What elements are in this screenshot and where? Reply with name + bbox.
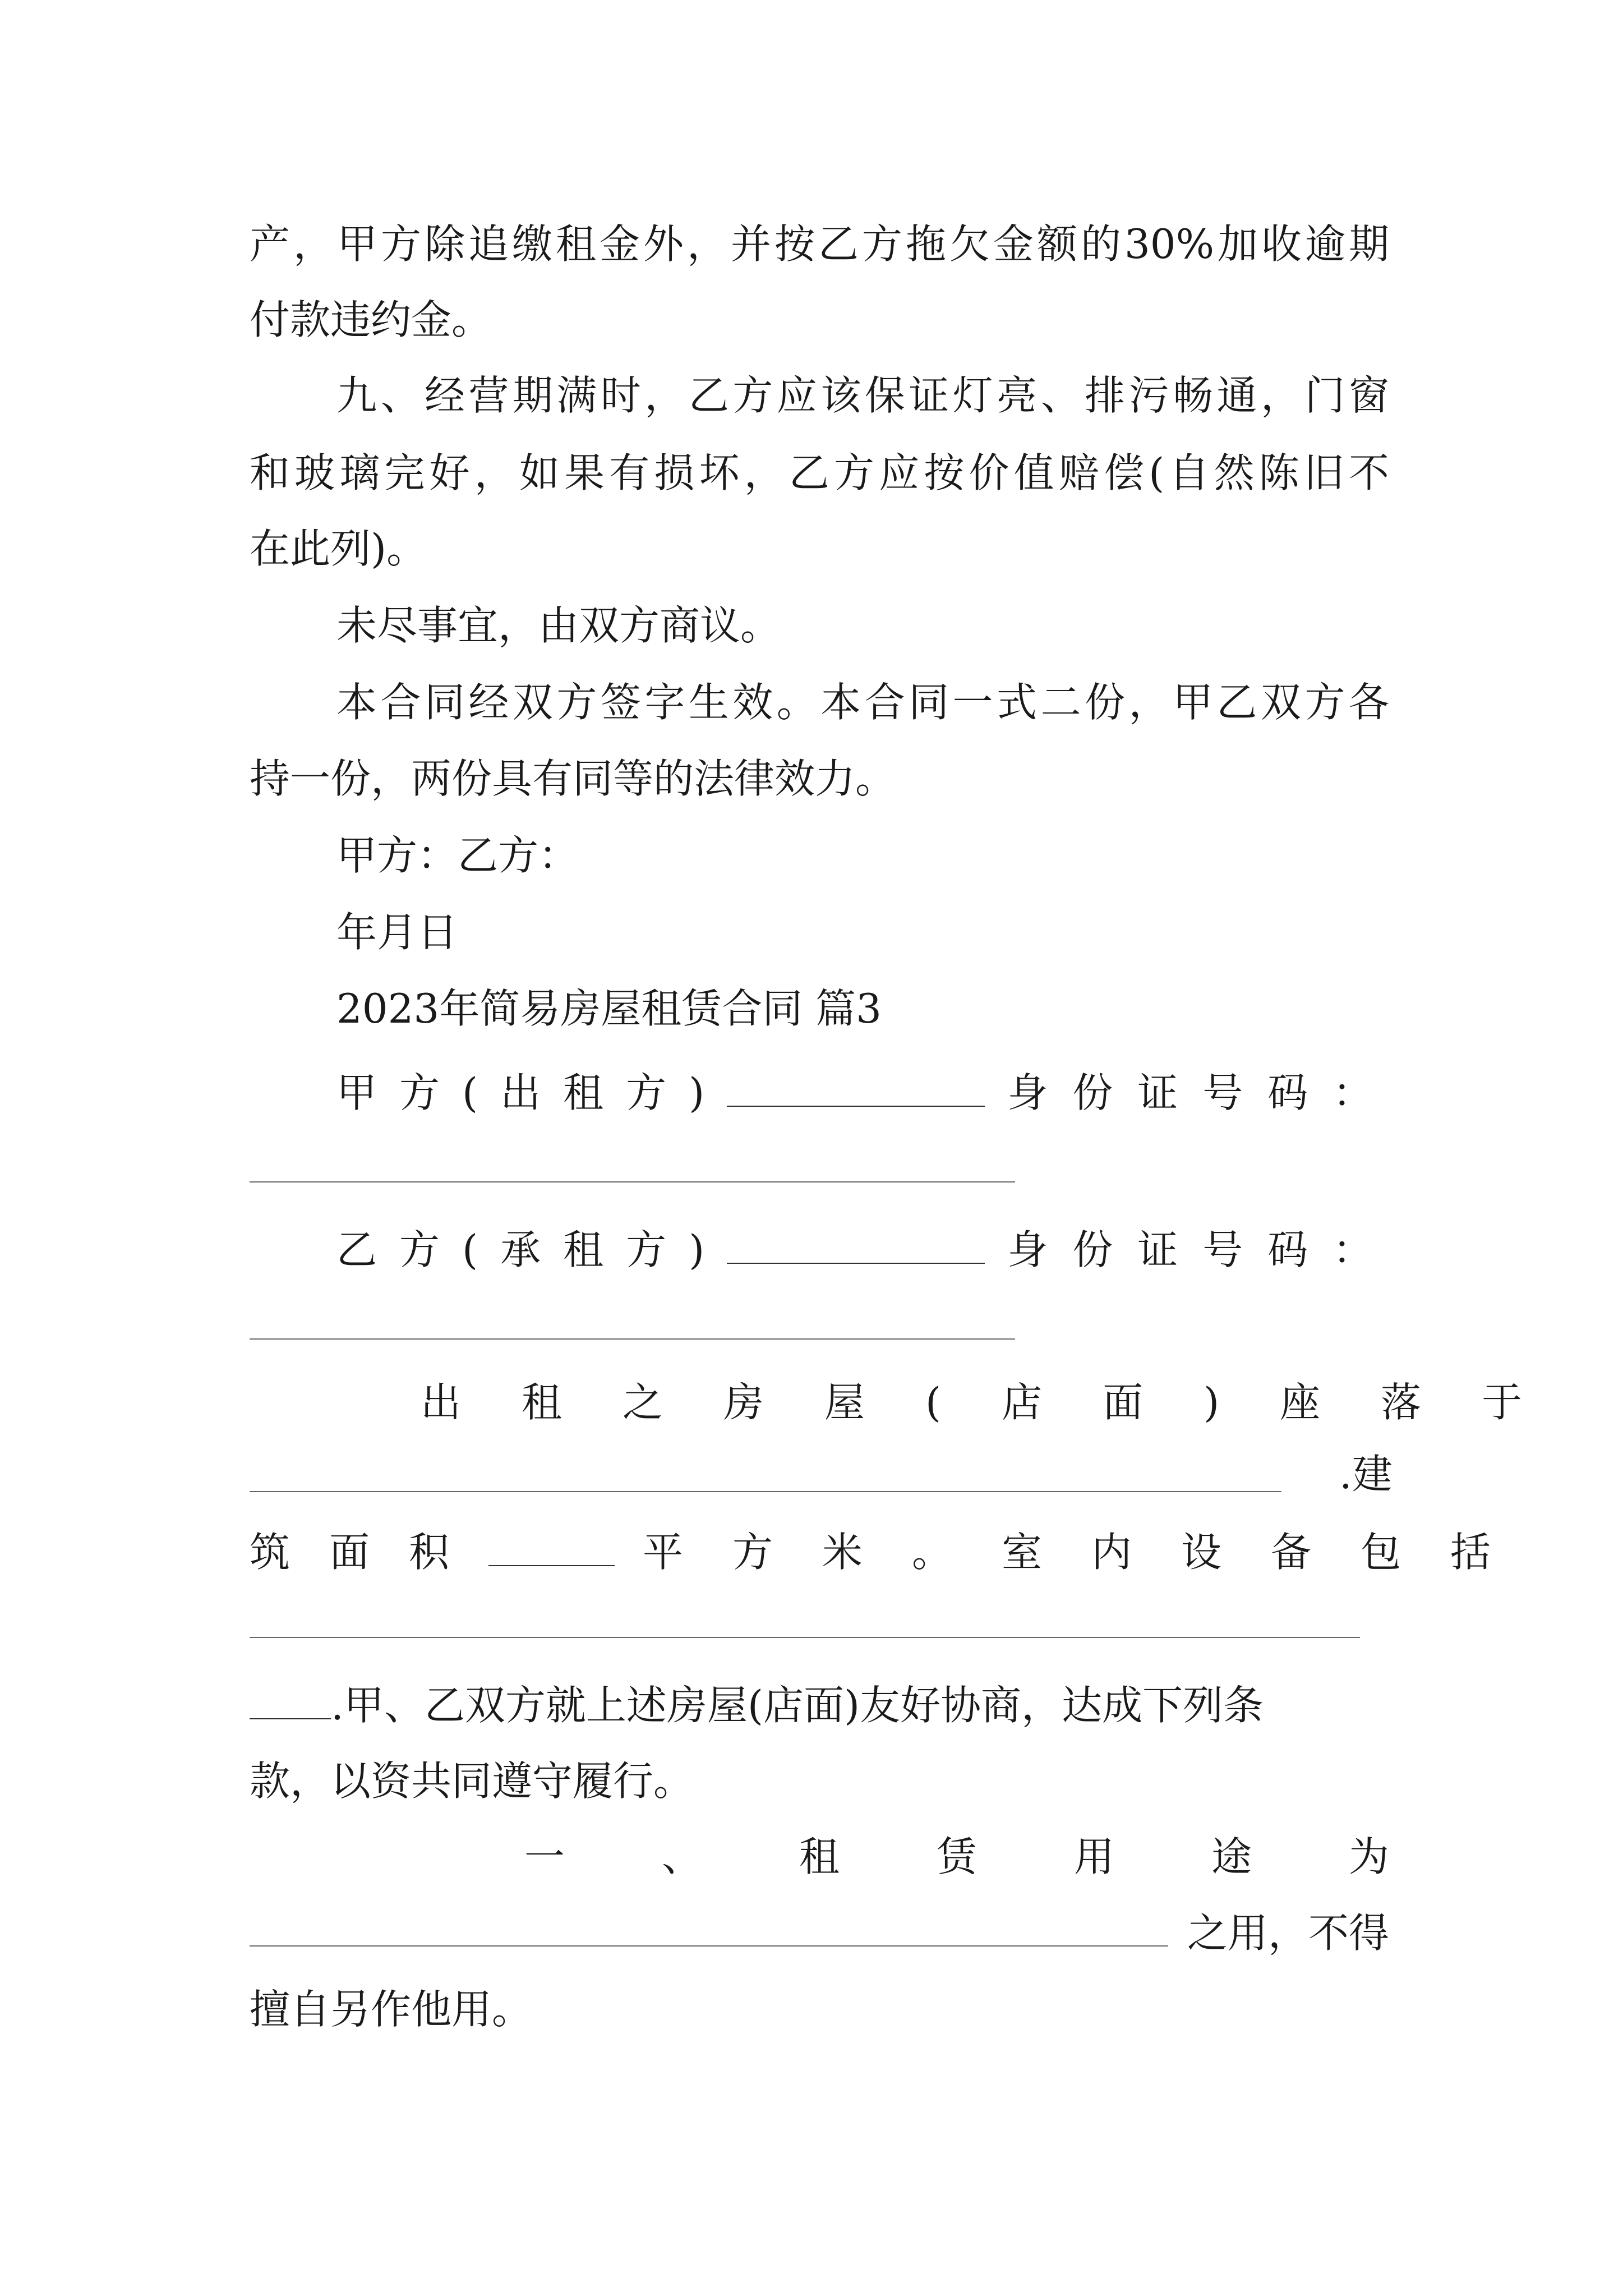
text-line: 付款违约金。 <box>250 296 492 343</box>
party-a-name-blank[interactable] <box>727 1083 985 1107</box>
location-label: 出租之房屋(店面)座落于 <box>421 1379 1583 1426</box>
area-row <box>250 1519 1541 1586</box>
party-b-id-label: 身份证号码： <box>1007 1226 1398 1273</box>
area-blank[interactable] <box>488 1543 615 1566</box>
clause-1-label: 一、租赁用途为 <box>524 1833 1389 1880</box>
text-line: 九、经营期满时，乙方应该保证灯亮、排污畅通，门窗 <box>336 372 1389 419</box>
text-line: 产，甲方除追缴租金外，并按乙方拖欠金额的30%加收逾期 <box>250 220 1389 268</box>
text-line: 本合同经双方签字生效。本合同一式二份，甲乙双方各 <box>336 679 1389 726</box>
usage-blank[interactable] <box>250 1945 1168 1947</box>
build-text: .建 <box>1339 1451 1393 1498</box>
party-b-row <box>250 1216 1398 1283</box>
clause-1-suffix: 之用，不得 <box>1187 1910 1389 1957</box>
area-label: 筑面积 <box>250 1529 489 1576</box>
text-line: 款，以资共同遵守履行。 <box>250 1757 694 1805</box>
location-blank[interactable] <box>250 1491 1281 1492</box>
text-line: 持一份，两份具有同等的法律效力。 <box>250 755 896 802</box>
party-a-label: 甲方(出租方) <box>336 1069 727 1116</box>
party-b-name-blank[interactable] <box>727 1240 985 1264</box>
agree-row <box>250 1672 1389 1739</box>
party-b-id-blank[interactable] <box>250 1338 1015 1340</box>
party-a-id-label: 身份证号码： <box>1007 1069 1398 1116</box>
text-line: 擅自另作他用。 <box>250 1986 533 2033</box>
agree-text: .甲、乙双方就上述房屋(店面)友好协商，达成下列条 <box>331 1682 1264 1729</box>
section-heading: 2023年简易房屋租赁合同 篇3 <box>336 985 882 1032</box>
party-a-id-blank[interactable] <box>250 1181 1015 1182</box>
party-a-row <box>250 1059 1398 1126</box>
signature-line: 甲方：乙方： <box>336 832 579 879</box>
equipment-blank-end[interactable] <box>250 1696 331 1719</box>
date-line: 年月日 <box>336 909 458 956</box>
equipment-label: 平方米。室内设备包括 <box>643 1529 1541 1576</box>
text-line: 未尽事宜，由双方商议。 <box>336 602 781 649</box>
equipment-blank[interactable] <box>250 1637 1360 1638</box>
text-line: 在此列)。 <box>250 525 427 572</box>
text-line: 和玻璃完好，如果有损坏，乙方应按价值赔偿(自然陈旧不 <box>250 449 1389 496</box>
party-b-label: 乙方(承租方) <box>336 1226 727 1273</box>
